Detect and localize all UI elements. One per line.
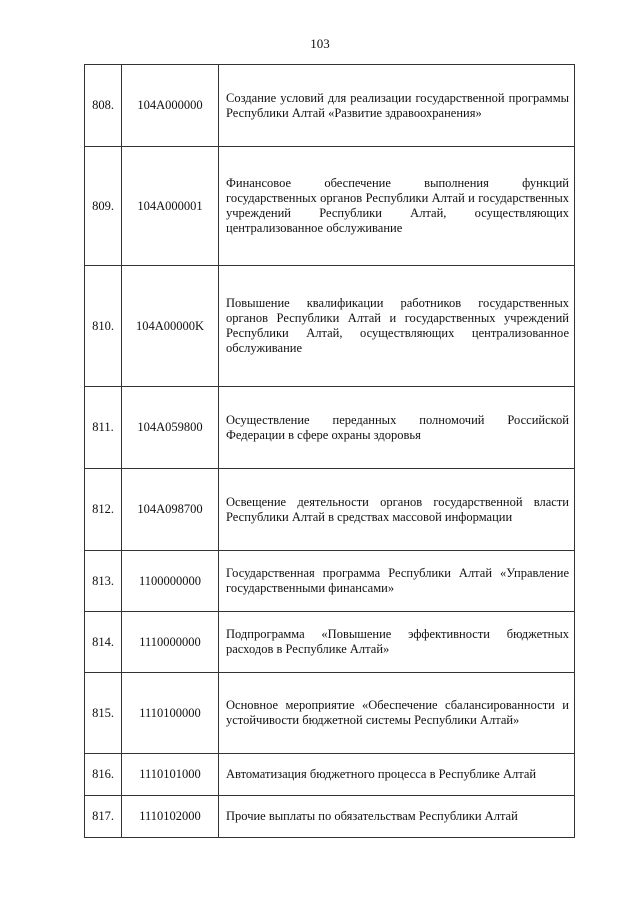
table-row	[85, 469, 575, 551]
table-row	[85, 673, 575, 754]
table-row	[85, 796, 575, 838]
row-description: Подпрограмма «Повышение эффективности бюджетных расходов в Республике Алтай»	[219, 612, 575, 673]
row-code: 104A098700	[122, 469, 219, 551]
row-number: 816.	[85, 754, 122, 796]
row-number: 812.	[85, 469, 122, 551]
row-description: Финансовое обеспечение выполнения функций государственных органов Республики Алтай и государственных учреждений Республики Алтай, осуществляющих централизованное обслуживание	[219, 147, 575, 266]
row-description: Основное мероприятие «Обеспечение сбалансированности и устойчивости бюджетной системы Республики Алтай»	[219, 673, 575, 754]
row-code: 1110101000	[122, 754, 219, 796]
table-row	[85, 65, 575, 147]
row-number: 817.	[85, 796, 122, 838]
table-row	[85, 147, 575, 266]
row-code: 1110100000	[122, 673, 219, 754]
row-code: 1100000000	[122, 551, 219, 612]
table-row	[85, 387, 575, 469]
row-description: Повышение квалификации работников государственных органов Республики Алтай и государственных учреждений Республики Алтай, осуществляющих централизованное обслуживание	[219, 266, 575, 387]
row-code: 104A000001	[122, 147, 219, 266]
table-row	[85, 266, 575, 387]
row-description: Освещение деятельности органов государственной власти Республики Алтай в средствах массовой информации	[219, 469, 575, 551]
row-description: Создание условий для реализации государственной программы Республики Алтай «Развитие здравоохранения»	[219, 65, 575, 147]
row-code: 1110102000	[122, 796, 219, 838]
table-row	[85, 551, 575, 612]
budget-classification-table	[84, 64, 575, 838]
row-code: 104A059800	[122, 387, 219, 469]
row-number: 808.	[85, 65, 122, 147]
row-number: 810.	[85, 266, 122, 387]
row-number: 813.	[85, 551, 122, 612]
row-description: Государственная программа Республики Алтай «Управление государственными финансами»	[219, 551, 575, 612]
row-number: 809.	[85, 147, 122, 266]
row-description: Автоматизация бюджетного процесса в Республике Алтай	[219, 754, 575, 796]
table-row	[85, 754, 575, 796]
row-code: 1110000000	[122, 612, 219, 673]
row-description: Осуществление переданных полномочий Российской Федерации в сфере охраны здоровья	[219, 387, 575, 469]
page-number: 103	[310, 36, 330, 51]
table-row	[85, 612, 575, 673]
row-description: Прочие выплаты по обязательствам Республики Алтай	[219, 796, 575, 838]
row-number: 814.	[85, 612, 122, 673]
row-code: 104A000000	[122, 65, 219, 147]
row-number: 811.	[85, 387, 122, 469]
row-code: 104A00000K	[122, 266, 219, 387]
row-number: 815.	[85, 673, 122, 754]
